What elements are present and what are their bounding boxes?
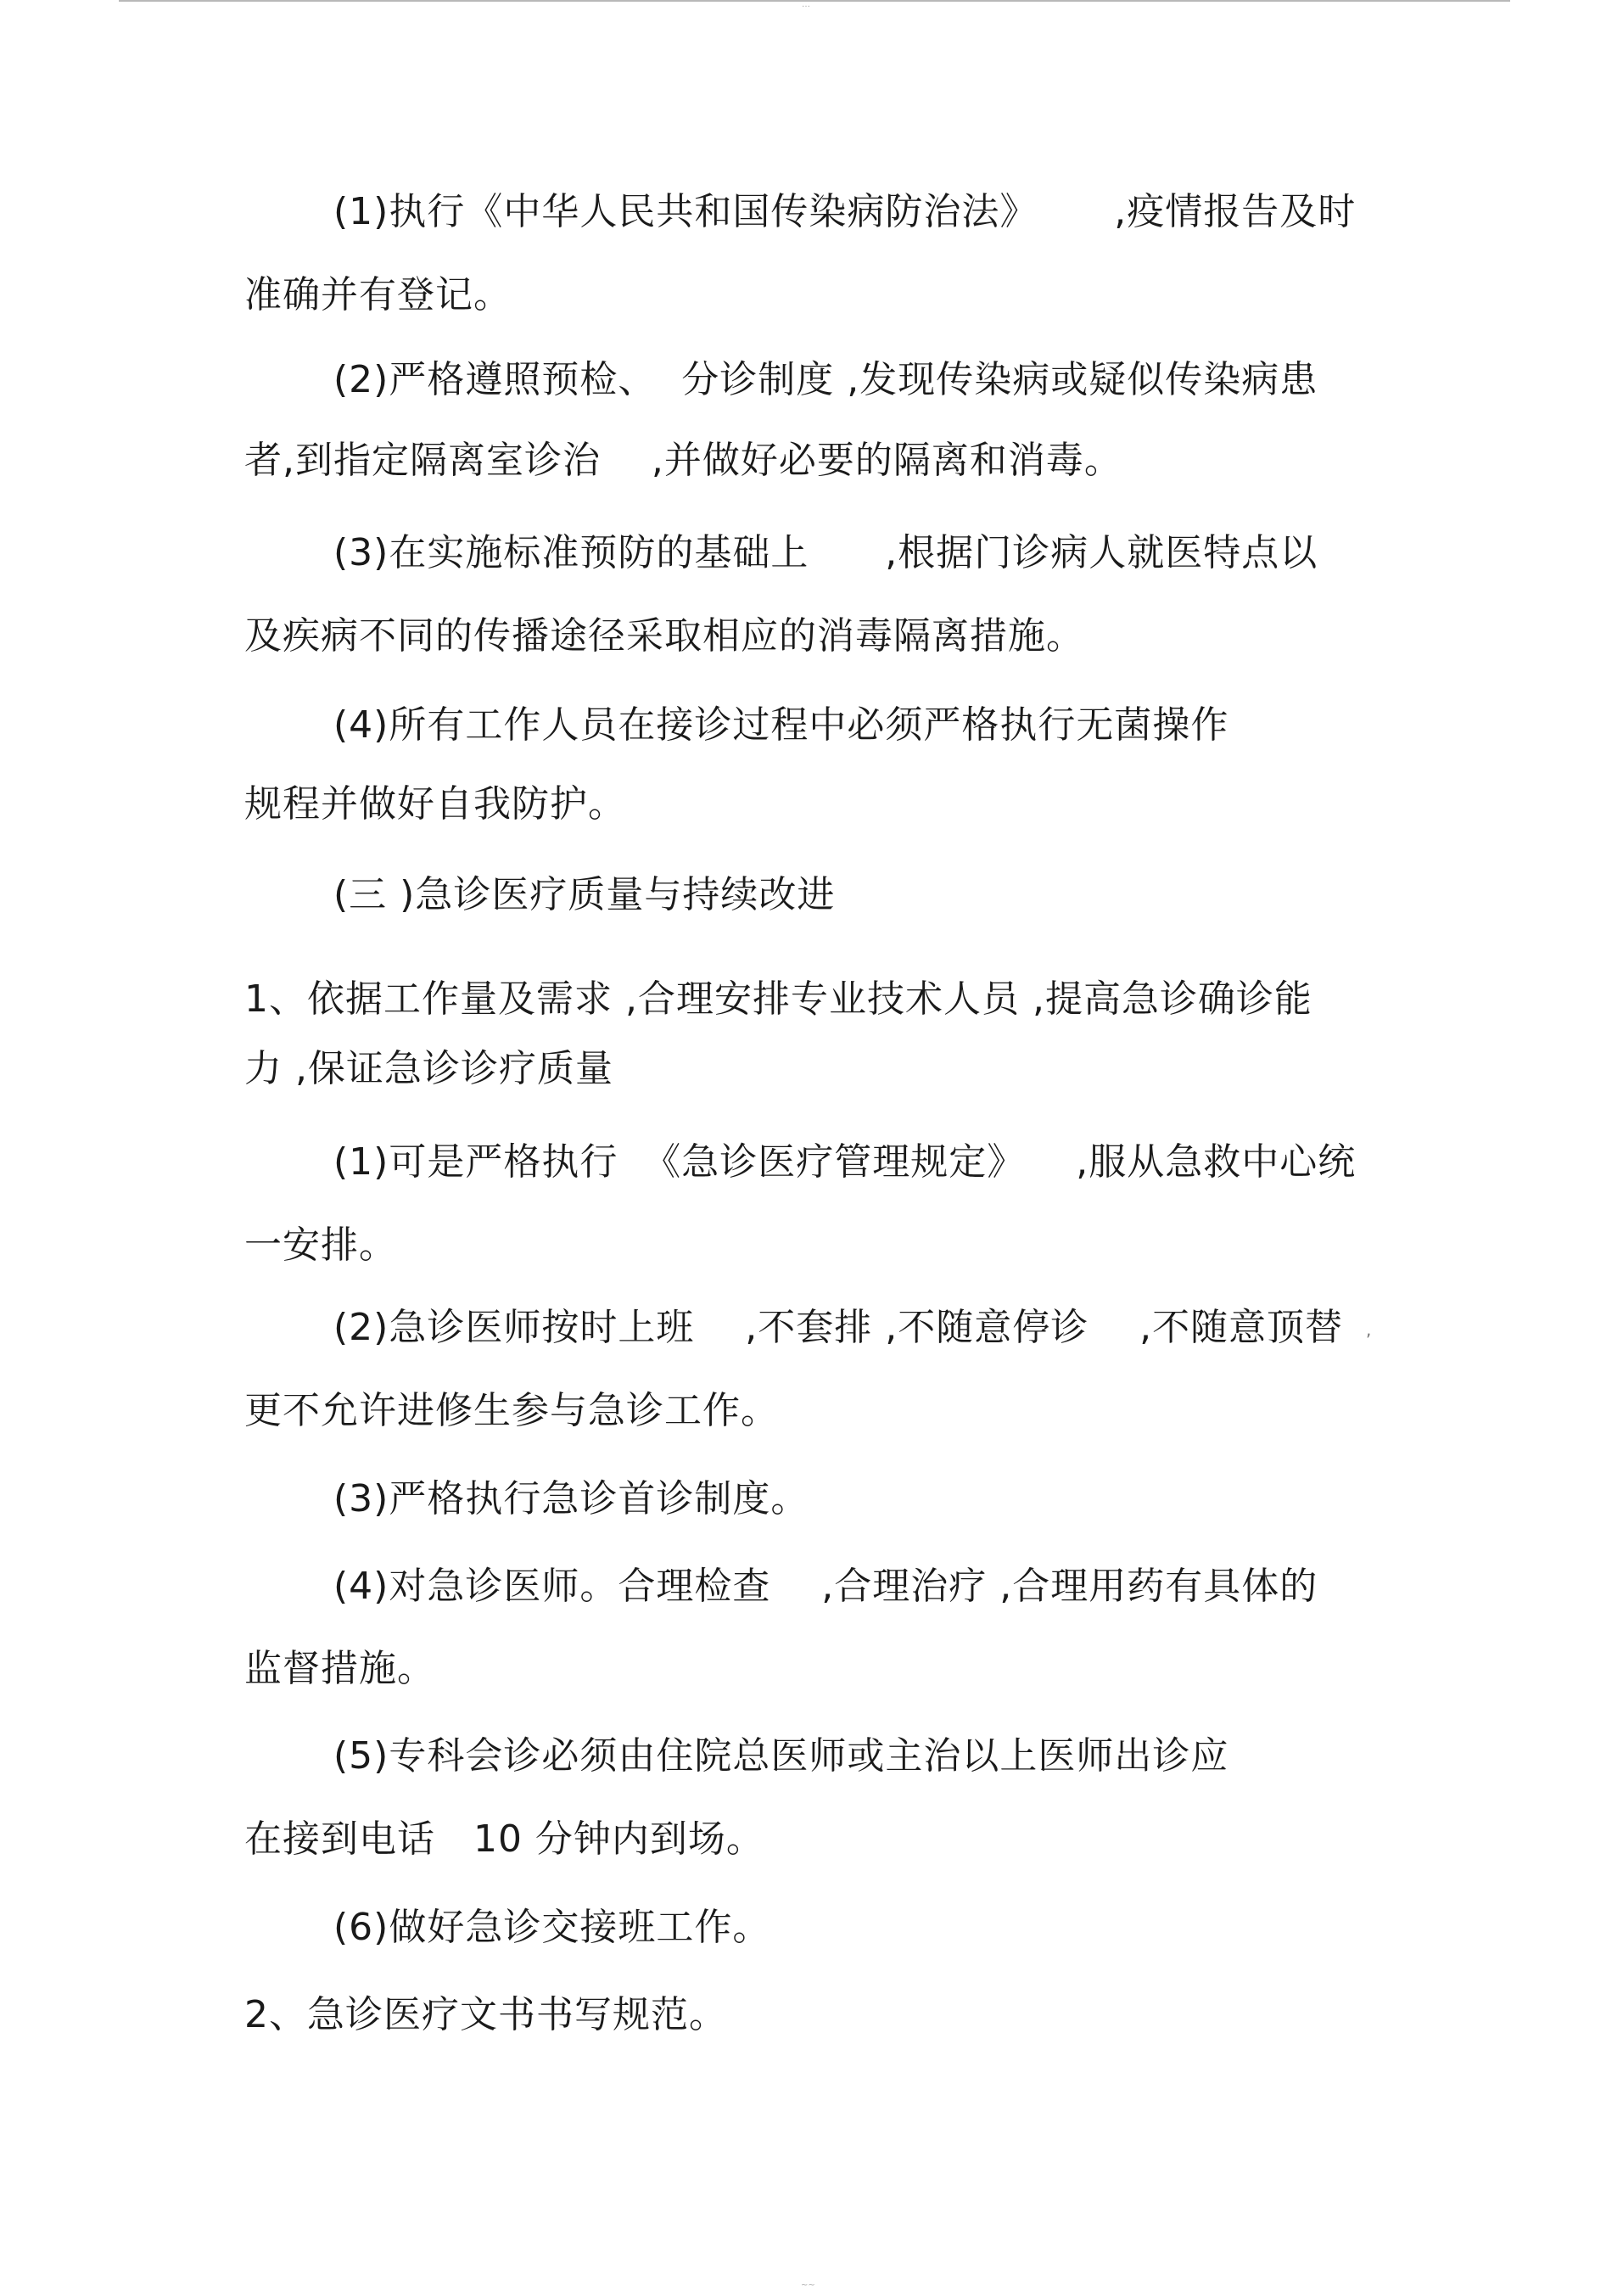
- paragraph-2-line-2: 者,到指定隔离室诊治 ,并做好必要的隔离和消毒。: [244, 439, 1122, 482]
- section-heading: (三 )急诊医疗质量与持续改进: [333, 873, 836, 916]
- subitem-5-line-2: 在接到电话 10 分钟内到场。: [244, 1817, 764, 1861]
- paragraph-1-line-2: 准确并有登记。: [244, 273, 512, 316]
- paragraph-4-line-2: 规程并做好自我防护。: [244, 782, 626, 826]
- paragraph-1-line-1: (1)执行《中华人民共和国传染病防治法》 ,疫情报告及时: [333, 190, 1357, 233]
- subitem-1-line-1: (1)可是严格执行 《急诊医疗管理规定》 ,服从急救中心统: [333, 1140, 1357, 1184]
- subitem-3-line-1: (3)严格执行急诊首诊制度。: [333, 1477, 809, 1520]
- header-mark: …: [802, 0, 810, 9]
- subitem-5-line-1: (5)专科会诊必须由住院总医师或主治以上医师出诊应: [333, 1734, 1229, 1778]
- footer-mark: ~~: [801, 2281, 815, 2290]
- paragraph-4-line-1: (4)所有工作人员在接诊过程中必须严格执行无菌操作: [333, 703, 1229, 747]
- subitem-2-line-1: (2)急诊医师按时上班 ,不套排 ,不随意停诊 ,不随意顶替: [333, 1306, 1344, 1349]
- subitem-6-line-1: (6)做好急诊交接班工作。: [333, 1906, 771, 1949]
- subitem-4-line-2: 监督措施。: [244, 1647, 435, 1690]
- stray-mark: ,: [1366, 1319, 1372, 1340]
- paragraph-3-line-1: (3)在实施标准预防的基础上 ,根据门诊病人就医特点以: [333, 531, 1318, 574]
- subitem-2-line-2: 更不允许进修生参与急诊工作。: [244, 1389, 779, 1432]
- item-1-line-2: 力 ,保证急诊诊疗质量: [244, 1047, 613, 1090]
- item-2-line-1: 2、急诊医疗文书书写规范。: [244, 1993, 727, 2036]
- header-rule: [119, 0, 1510, 2]
- subitem-1-line-2: 一安排。: [244, 1224, 397, 1267]
- subitem-4-line-1: (4)对急诊医师。合理检查 ,合理治疗 ,合理用药有具体的: [333, 1565, 1318, 1608]
- paragraph-3-line-2: 及疾病不同的传播途径采取相应的消毒隔离措施。: [244, 614, 1084, 658]
- paragraph-2-line-1: (2)严格遵照预检、 分诊制度 ,发现传染病或疑似传染病患: [333, 358, 1318, 401]
- item-1-line-1: 1、依据工作量及需求 ,合理安排专业技术人员 ,提高急诊确诊能: [244, 977, 1312, 1021]
